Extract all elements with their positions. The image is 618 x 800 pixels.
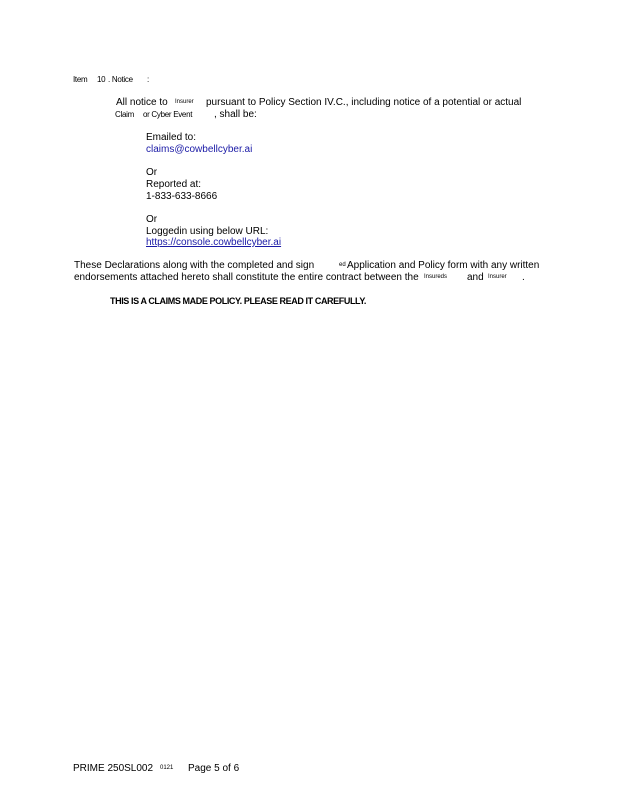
notice-claim: Claim [115,110,134,119]
item-title: . Notice [108,75,133,84]
claims-email-link[interactable]: claims@cowbellcyber.ai [146,144,253,155]
item-number: 10 [97,75,106,84]
item-label: Item [73,75,88,84]
footer-page-number: Page 5 of 6 [188,763,240,774]
notice-line1-part1: All notice to [116,97,168,108]
notice-or-cyber-event: or Cyber Event [143,110,193,119]
declarations-and: and [467,272,484,283]
declarations-period: . [522,272,525,283]
notice-line1-part2: pursuant to Policy Section IV.C., including notice of a potential or actual [206,97,522,108]
declarations-insurer: Insurer [488,274,507,280]
emailed-label: Emailed to: [146,132,197,143]
item-colon: : [147,75,149,84]
declarations-line1-part2: Application and Policy form with any written [347,260,540,271]
or-label-1: Or [146,167,158,178]
claims-made-warning: THIS IS A CLAIMS MADE POLICY. PLEASE READ IT CAREFULLY. [110,296,367,306]
notice-insurer: Insurer [175,99,194,105]
login-label: Loggedin using below URL: [146,226,269,237]
console-url-link[interactable]: https://console.cowbellcyber.ai [146,237,282,248]
declarations-line1-part1: These Declarations along with the completed and sign [74,260,315,271]
footer-form-date: 0121 [160,765,174,771]
declarations-line2-part1: endorsements attached hereto shall constitute the entire contract between the [74,272,419,283]
or-label-2: Or [146,214,158,225]
phone-number: 1-833-633-8666 [146,191,218,202]
reported-label: Reported at: [146,179,202,190]
footer-form-id: PRIME 250SL002 [73,763,154,774]
notice-line2-part2: , shall be: [214,109,257,120]
declarations-signed: ed [339,262,346,268]
declarations-insureds: Insureds [424,274,448,280]
